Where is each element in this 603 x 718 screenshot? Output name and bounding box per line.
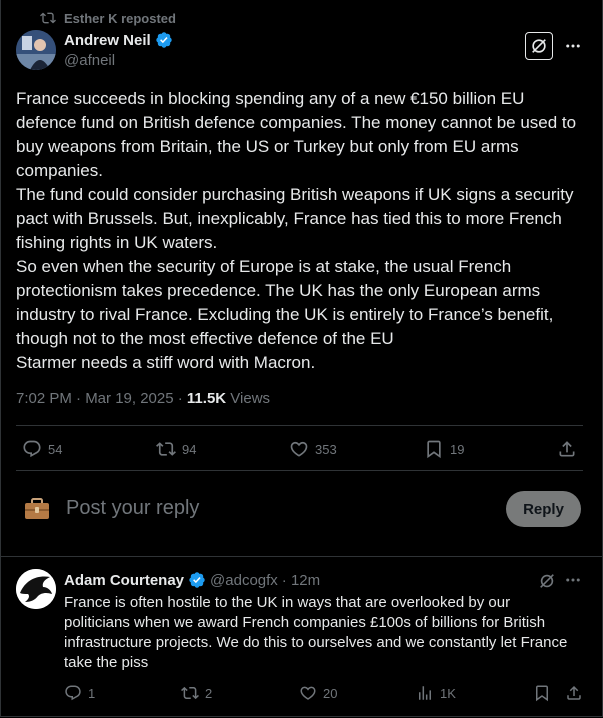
more-icon: [564, 571, 582, 589]
grok-button[interactable]: [538, 572, 556, 590]
views-label: Views: [226, 390, 271, 407]
divider: [0, 556, 603, 557]
repost-count: 94: [182, 441, 197, 457]
reply-time[interactable]: · 12m: [281, 571, 321, 589]
author-name[interactable]: Andrew Neil: [64, 31, 151, 49]
reply-input[interactable]: Post your reply: [66, 497, 200, 519]
post-timestamp[interactable]: 7:02 PM · Mar 19, 2025 ·: [16, 390, 187, 407]
repost-icon: [40, 10, 56, 26]
reply-text: France is often hostile to the UK in ways that are overlooked by our politicians when we award French companies £100s of billions for British infrastructure projects. We do this to ourselves and we constantly let France take the piss: [64, 594, 568, 671]
reply-button[interactable]: Reply: [506, 491, 581, 527]
avatar[interactable]: [16, 30, 56, 70]
post-paragraph: So even when the security of Europe is at stake, the usual French protectionism takes precedence. The UK has the only European arms industry to rival France. Excluding the UK is entirely to France’s benefit, though not to the most effective defence of the EU: [16, 257, 554, 348]
repost-action[interactable]: [156, 439, 196, 459]
post-text: [16, 87, 588, 375]
reply-icon: [64, 684, 82, 702]
views-icon: [416, 684, 434, 702]
more-options-button[interactable]: [563, 36, 583, 56]
author-handle[interactable]: @afneil: [64, 52, 116, 69]
reply-author: [64, 571, 320, 589]
post-author: [64, 31, 173, 69]
repost-icon: [156, 439, 176, 459]
grok-icon: [538, 572, 556, 590]
reply-views-action[interactable]: [416, 684, 456, 702]
post-paragraph: The fund could consider purchasing British weapons if UK signs a security pact with Brussels. But, inexplicably, France has tied this to more French fishing rights in UK waters.: [16, 185, 574, 252]
reply-like-action[interactable]: [299, 684, 337, 702]
share-icon: [557, 439, 577, 459]
divider: [16, 470, 583, 471]
reply-avatar[interactable]: [16, 569, 56, 609]
grok-button[interactable]: [525, 32, 553, 60]
grok-icon: [530, 37, 548, 55]
repost-label: Esther K reposted: [64, 10, 176, 26]
reply-repost-count: 2: [205, 685, 213, 701]
reply-views-count: 1K: [440, 685, 456, 701]
divider: [16, 425, 583, 426]
bookmark-icon: [533, 684, 551, 702]
reply-bookmark-action[interactable]: [533, 684, 551, 702]
post-paragraph: France succeeds in blocking spending any of a new €150 billion EU defence fund on British defence companies. The money cannot be used to buy weapons from Britain, the US or Turkey but only from EU arms companies.: [16, 89, 577, 180]
bookmark-icon: [424, 439, 444, 459]
briefcase-icon: [24, 497, 50, 521]
verified-badge-icon: [188, 571, 206, 589]
post-paragraph: Starmer needs a stiff word with Macron.: [16, 353, 316, 372]
reply-icon: [22, 439, 42, 459]
reply-repost-action[interactable]: [181, 684, 212, 702]
bird-logo-icon: [16, 569, 56, 609]
author-name-row[interactable]: [64, 31, 173, 49]
post-meta: [16, 390, 270, 407]
views-count: 11.5K: [186, 390, 227, 407]
heart-icon: [289, 439, 309, 459]
more-icon: [564, 37, 582, 55]
reply-author-handle[interactable]: @adcogfx: [210, 571, 278, 589]
reply-like-count: 20: [323, 685, 338, 701]
repost-header: [40, 10, 176, 26]
reply-share-action[interactable]: [565, 684, 583, 702]
reply-more-options-button[interactable]: [563, 570, 583, 590]
share-action[interactable]: [557, 439, 577, 459]
share-icon: [565, 684, 583, 702]
heart-icon: [299, 684, 317, 702]
reply-reply-action[interactable]: [64, 684, 95, 702]
verified-badge-icon: [155, 31, 173, 49]
like-action[interactable]: [289, 439, 337, 459]
bookmark-count: 19: [450, 441, 465, 457]
like-count: 353: [315, 441, 337, 457]
repost-icon: [181, 684, 199, 702]
bookmark-action[interactable]: [424, 439, 464, 459]
avatar-image: [16, 30, 56, 70]
reply-reply-count: 1: [88, 685, 96, 701]
reply-action[interactable]: [22, 439, 62, 459]
reply-count: 54: [48, 441, 63, 457]
reply-author-name[interactable]: Adam Courtenay: [64, 571, 185, 589]
